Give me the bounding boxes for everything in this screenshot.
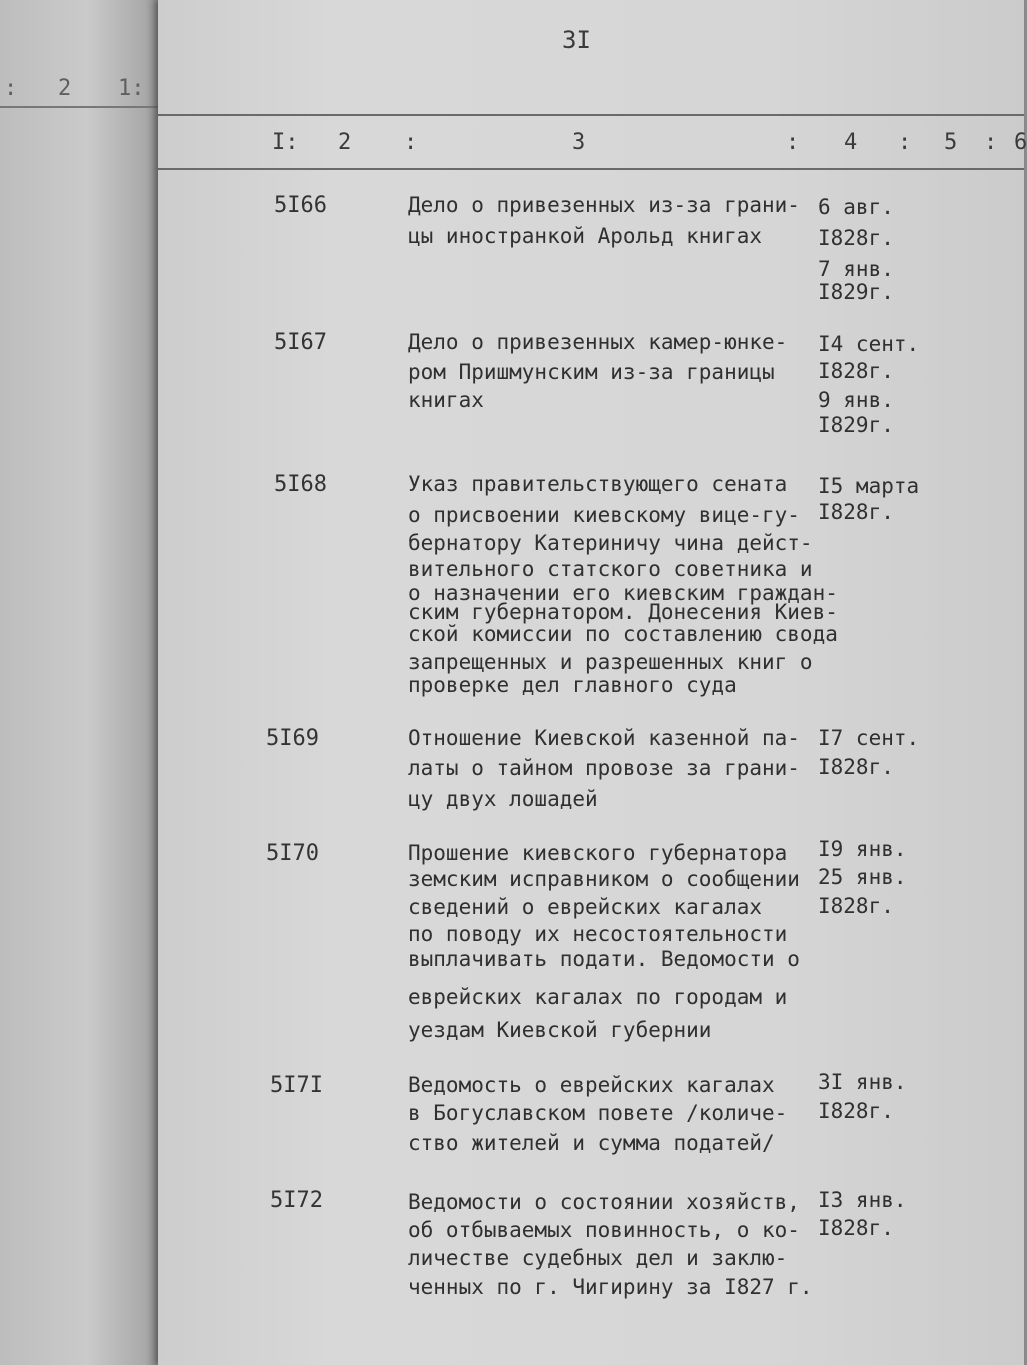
entry-description-line: уездам Киевской губернии xyxy=(408,1018,712,1042)
entry-description-line: Дело о привезенных камер-юнке- xyxy=(408,330,788,354)
entry-date: I3 янв. xyxy=(818,1188,907,1212)
entry-description-line: книгах xyxy=(408,388,484,412)
entry-date: I829г. xyxy=(818,280,894,304)
entry-date: I5 марта xyxy=(818,474,920,498)
entry-date: 7 янв. xyxy=(818,257,894,281)
previous-page-header xyxy=(0,68,158,108)
entry-description-line: личестве судебных дел и заклю- xyxy=(408,1246,788,1270)
entry-description-line: о назначении его киевским граждан- xyxy=(408,581,838,605)
entry-description-line: бернатору Катериничу чина дейст- xyxy=(408,531,813,555)
entry-description-line: Прошение киевского губернатора xyxy=(408,841,788,865)
entry-description-line: сведений о еврейских кагалах xyxy=(408,895,763,919)
document-page xyxy=(158,0,1027,1365)
entry-date: I828г. xyxy=(818,1216,894,1240)
entry-date: I828г. xyxy=(818,226,894,250)
entry-date: I829г. xyxy=(818,413,894,437)
previous-page-rule xyxy=(0,106,158,108)
entry-description-line: Указ правительствующего сената xyxy=(408,472,788,496)
entry-description-line: ство жителей и сумма податей/ xyxy=(408,1131,775,1155)
column-header-3: 3 xyxy=(572,130,586,155)
entry-date: I4 сент. xyxy=(818,332,920,356)
column-header-6: : xyxy=(898,130,912,155)
entry-date: I9 янв. xyxy=(818,837,907,861)
entry-description-line: ченных по г. Чигирину за I827 г. xyxy=(408,1275,813,1299)
entry-description-line: проверке дел главного суда xyxy=(408,673,737,697)
header-top-rule xyxy=(158,114,1024,116)
entry-date: I7 сент. xyxy=(818,726,920,750)
entry-date: I828г. xyxy=(818,755,894,779)
entry-description-line: ром Пришмунским из-за границы xyxy=(408,360,775,384)
column-header-9: 6 xyxy=(1014,130,1027,155)
entry-date: 9 янв. xyxy=(818,388,894,412)
prev-header-col-2: 2 xyxy=(58,76,72,101)
entry-number: 5I66 xyxy=(274,193,327,218)
entry-number: 5I69 xyxy=(266,726,319,751)
entry-description-line: по поводу их несостоятельности xyxy=(408,922,788,946)
column-header-1: 2 xyxy=(338,130,352,155)
entry-date: I828г. xyxy=(818,1099,894,1123)
column-header-5: 4 xyxy=(844,130,858,155)
entry-date: 25 янв. xyxy=(818,865,907,889)
entry-number: 5I67 xyxy=(274,330,327,355)
entry-description-line: о присвоении киевскому вице-гу- xyxy=(408,503,800,527)
entry-description-line: латы о тайном провозе за грани- xyxy=(408,756,800,780)
column-header-2: : xyxy=(404,130,418,155)
entry-description-line: вительного статского советника и xyxy=(408,557,813,581)
entry-date: 3I янв. xyxy=(818,1070,907,1094)
entry-description-line: земским исправником о сообщении xyxy=(408,867,800,891)
entry-description-line: цы иностранкой Арольд книгах xyxy=(408,224,763,248)
previous-page-edge xyxy=(0,0,158,1365)
prev-header-colon: : xyxy=(4,76,18,101)
entry-number: 5I72 xyxy=(270,1188,323,1213)
entry-description-line: Ведомость о еврейских кагалах xyxy=(408,1073,775,1097)
entry-number: 5I68 xyxy=(274,472,327,497)
entry-description-line: Дело о привезенных из-за грани- xyxy=(408,193,800,217)
entry-description-line: Ведомости о состоянии хозяйств, xyxy=(408,1190,800,1214)
entry-description-line: еврейских кагалах по городам и xyxy=(408,985,788,1009)
entry-date: I828г. xyxy=(818,894,894,918)
entry-description-line: Отношение Киевской казенной па- xyxy=(408,726,800,750)
entry-date: I828г. xyxy=(818,359,894,383)
header-bottom-rule xyxy=(158,168,1024,170)
entry-date: 6 авг. xyxy=(818,195,894,219)
entry-number: 5I70 xyxy=(266,841,319,866)
entry-description-line: ской комиссии по составлению свода xyxy=(408,622,838,646)
entry-description-line: об отбываемых повинность, о ко- xyxy=(408,1218,800,1242)
entry-number: 5I7I xyxy=(270,1073,323,1098)
prev-header-col-1: 1: xyxy=(118,76,145,101)
entry-description-line: запрещенных и разрешенных книг о xyxy=(408,650,813,674)
column-header-8: : xyxy=(984,130,998,155)
page-number: 3I xyxy=(562,26,591,54)
entry-description-line: ским губернатором. Донесения Киев- xyxy=(408,600,838,624)
entry-description-line: в Богуславском повете /количе- xyxy=(408,1101,788,1125)
column-header-4: : xyxy=(786,130,800,155)
column-header-0: I: xyxy=(272,130,299,155)
entry-date: I828г. xyxy=(818,500,894,524)
entry-description-line: выплачивать подати. Ведомости о xyxy=(408,947,800,971)
entry-description-line: цу двух лошадей xyxy=(408,787,598,811)
column-header-7: 5 xyxy=(944,130,958,155)
